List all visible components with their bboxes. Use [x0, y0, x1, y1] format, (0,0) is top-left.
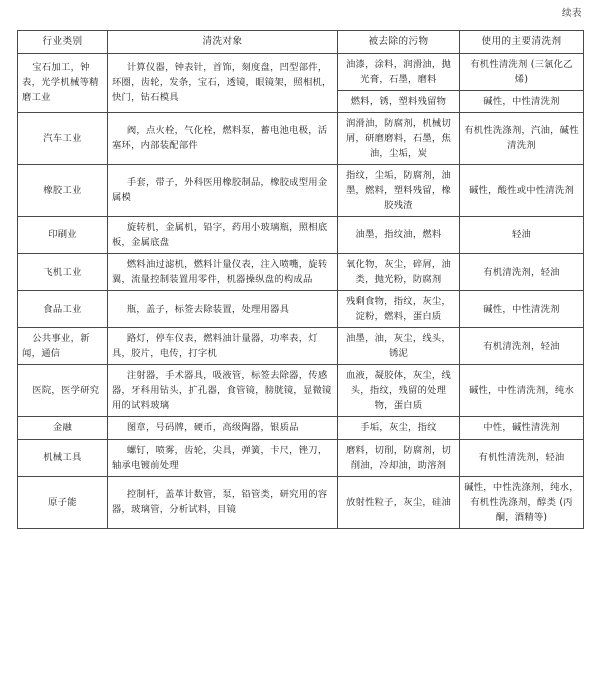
cell-removed-soil: 磨料，切削，防腐剂，切削油，冷却油，助溶剂	[338, 439, 460, 476]
cell-industry-category: 机械工具	[18, 439, 108, 476]
cell-cleaning-object: 旋转机，金属机，铅字，药用小玻璃瓶，照相底板，金属底盘	[108, 216, 338, 253]
continued-table-label: 续表	[561, 8, 582, 19]
cell-cleaning-agent: 中性，碱性清洗剂	[460, 417, 584, 439]
cell-cleaning-agent: 碱性，中性清洗剂，纯水	[460, 365, 584, 417]
cell-cleaning-agent: 轻油	[460, 216, 584, 253]
cell-removed-soil: 润滑油，防腐剂，机械切屑，研磨磨料，石墨，焦油，尘垢，炭	[338, 112, 460, 164]
table-row	[18, 328, 584, 365]
cell-cleaning-agent: 有机清洗剂，轻油	[460, 328, 584, 365]
cell-cleaning-object: 注射器，手术器具，吸液管，标签去除器，传感器，牙科用钻头，扩孔器，食管镜，膀胱镜，显微镜用的试料玻璃	[108, 365, 338, 417]
cell-removed-soil: 血液，凝胶体，灰尘，线头，指纹，残留的处理物，蛋白质	[338, 365, 460, 417]
cell-industry-category: 公共事业，新闻，通信	[18, 328, 108, 365]
table-row	[18, 439, 584, 476]
cell-industry-category: 飞机工业	[18, 254, 108, 291]
cell-industry-category: 原子能	[18, 476, 108, 528]
column-header-object: 清洗对象	[108, 31, 338, 54]
cell-cleaning-agent: 有机性清洗剂，轻油	[460, 439, 584, 476]
column-header-soil: 被去除的污物	[338, 31, 460, 54]
table-row	[18, 476, 584, 528]
cell-industry-category: 宝石加工，钟表，光学机械等精磨工业	[18, 53, 108, 112]
cell-cleaning-agent: 碱性，酸性或中性清洗剂	[460, 164, 584, 216]
cell-removed-soil: 油漆，涂料，润滑油，抛光膏，石墨，磨料	[338, 53, 460, 90]
cell-industry-category: 印刷业	[18, 216, 108, 253]
table-header	[18, 31, 584, 54]
table-body	[18, 53, 584, 528]
cell-cleaning-agent: 有机清洗剂，轻油	[460, 254, 584, 291]
cell-removed-soil: 氧化物，灰尘，碎屑，油类，抛光粉，防腐剂	[338, 254, 460, 291]
cell-removed-soil: 放射性粒子，灰尘，硅油	[338, 476, 460, 528]
cell-industry-category: 汽车工业	[18, 112, 108, 164]
cell-cleaning-agent: 碱性，中性洗涤剂，纯水，有机性洗涤剂，醇类 (丙酮，酒精等)	[460, 476, 584, 528]
cell-removed-soil: 指纹，尘垢，防腐剂，油墨，燃料，塑料残留，橡胶残渣	[338, 164, 460, 216]
table-row	[18, 112, 584, 164]
cell-industry-category: 橡胶工业	[18, 164, 108, 216]
cell-cleaning-object: 计算仪器，钟表针，首饰，刻度盘，凹型部件，环圈，齿轮，发条，宝石，透镜，眼镜架，照相机，快门，钻石模具	[108, 53, 338, 112]
cell-industry-category: 金融	[18, 417, 108, 439]
cell-cleaning-object: 阀，点火栓，气化栓，燃料泵，蓄电池电极，活塞环，内部装配部件	[108, 112, 338, 164]
cell-industry-category: 食品工业	[18, 291, 108, 328]
cell-cleaning-object: 图章，号码牌，硬币，高级陶器，银质品	[108, 417, 338, 439]
cell-removed-soil: 油墨，指纹油，燃料	[338, 216, 460, 253]
cell-cleaning-agent: 碱性，中性清洗剂	[460, 291, 584, 328]
column-header-agent: 使用的主要清洗剂	[460, 31, 584, 54]
column-header-category: 行业类别	[18, 31, 108, 54]
cell-removed-soil: 油墨，油，灰尘，线头，锈泥	[338, 328, 460, 365]
table-row	[18, 254, 584, 291]
table-row	[18, 365, 584, 417]
cell-cleaning-object: 手套，带子，外科医用橡胶制品，橡胶成型用金属模	[108, 164, 338, 216]
cell-cleaning-object: 燃料油过滤机，燃料计量仪表，注入喷嘴，旋转翼，流量控制装置用零件，机器操纵盘的构成品	[108, 254, 338, 291]
cleaning-reference-table	[17, 30, 584, 529]
cell-cleaning-object: 螺钉，喷雾，齿轮，尖具，弹簧，卡尺，锉刀，轴承电镀前处理	[108, 439, 338, 476]
cell-cleaning-object: 瓶，盖子，标签去除装置，处理用器具	[108, 291, 338, 328]
cell-cleaning-agent: 碱性，中性清洗剂	[460, 90, 584, 112]
cell-cleaning-agent: 有机性清洗剂 (三氯化乙烯)	[460, 53, 584, 90]
cell-cleaning-object: 路灯，停车仪表，燃料油计量器，功率表，灯具，胶片，电传，打字机	[108, 328, 338, 365]
table-row	[18, 164, 584, 216]
cell-removed-soil: 残剩食物，指纹，灰尘，淀粉，燃料，蛋白质	[338, 291, 460, 328]
table-row	[18, 291, 584, 328]
cell-cleaning-agent: 有机性洗涤剂，汽油，碱性清洗剂	[460, 112, 584, 164]
cell-industry-category: 医院，医学研究	[18, 365, 108, 417]
cell-removed-soil: 燃料，锈，塑料残留物	[338, 90, 460, 112]
cell-removed-soil: 手垢，灰尘，指纹	[338, 417, 460, 439]
cell-cleaning-object: 控制杆，盖革计数管，泵，铅管类，研究用的容器，玻璃管，分析试料，目镜	[108, 476, 338, 528]
header-row	[18, 31, 584, 54]
table-row	[18, 53, 584, 90]
table-row	[18, 417, 584, 439]
table-row	[18, 216, 584, 253]
